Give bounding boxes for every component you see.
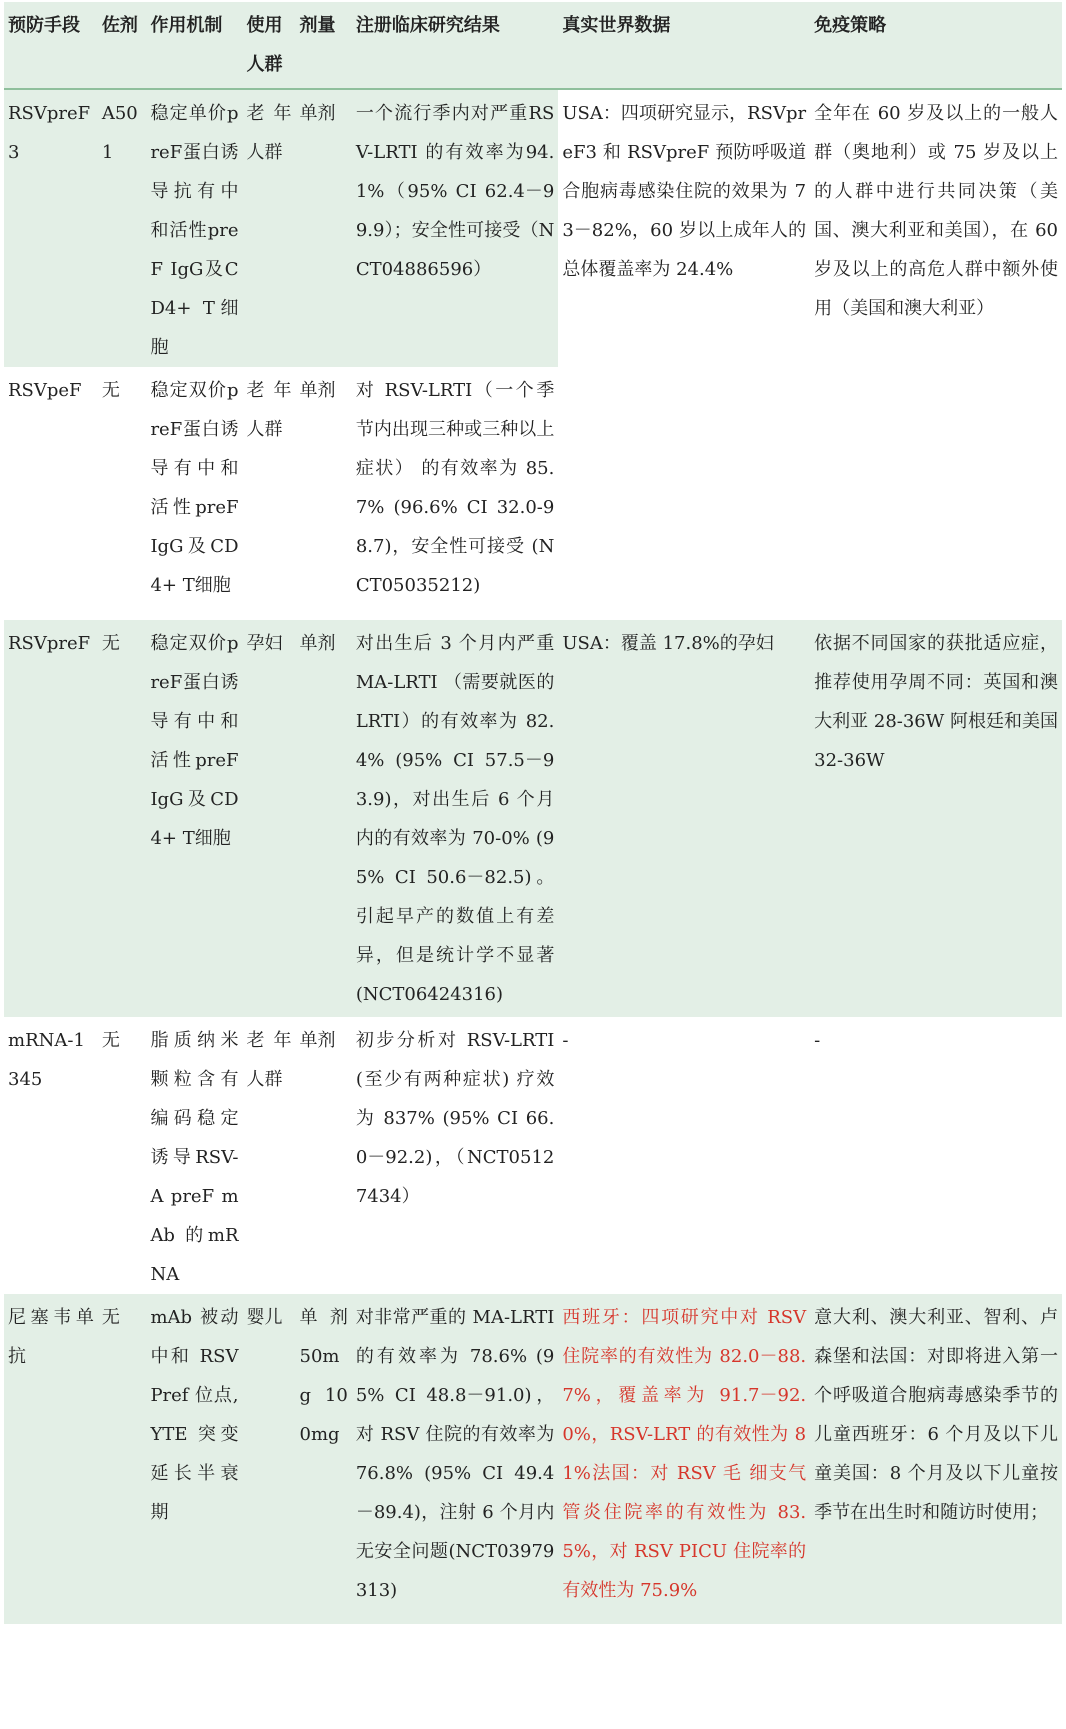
cell-dose: 单剂 50mg 100mg	[296, 1294, 352, 1624]
cell-dose: 单剂	[299, 1030, 336, 1051]
cell-population: 老年人群	[246, 380, 292, 440]
cell-adjuvant: A501	[98, 89, 147, 367]
header-row	[4, 2, 1062, 89]
table-row	[4, 1017, 1062, 1294]
header-realworld: 真实世界数据	[558, 2, 810, 89]
cell-strategy: 依据不同国家的获批适应症，推荐使用孕周不同：英国和澳大利亚 28-36W 阿根廷和美国 32-36W	[810, 620, 1062, 1017]
header-population: 使用人群	[243, 2, 296, 89]
cell-mechanism: 脂质纳米颗粒含有编码稳定诱导RSV-A preF mAb 的mRNA	[150, 1030, 239, 1285]
cell-mechanism: 稳定双价preF蛋白诱导有中和活性preF IgG及CD4+ T细胞	[150, 380, 239, 596]
table-row	[4, 89, 1062, 367]
cell-clinical: 对非常严重的 MA-LRTI 的有效率为 78.6% (95% CI 48.8－91.0)，对 RSV 住院的有效率为 76.8% (95% CI 49.4－89.4)，注射 6 个月内无安全问题(NCT03979313)	[352, 1294, 559, 1624]
header-adjuvant: 佐剂	[98, 2, 147, 89]
cell-mechanism: mAb 被动中和 RSV Pref 位点,YTE 突变延长半衰期	[146, 1294, 242, 1624]
cell-product: 尼塞韦单抗	[4, 1294, 98, 1624]
cell-adjuvant: 无	[101, 1030, 120, 1051]
cell-population: 婴儿	[243, 1294, 296, 1624]
cell-realworld: USA：覆盖 17.8%的孕妇	[558, 620, 810, 1017]
cell-mechanism: 稳定双价preF蛋白诱导有中和活性preF IgG及CD4+ T细胞	[146, 620, 242, 1017]
header-product: 预防手段	[4, 2, 98, 89]
cell-clinical: 一个流行季内对严重RSV-LRTI 的有效率为94.1%（95% CI 62.4－99.9）；安全性可接受（NCT04886596）	[352, 89, 559, 367]
header-clinical: 注册临床研究结果	[352, 2, 559, 89]
header-dose: 剂量	[296, 2, 352, 89]
cell-clinical: 对出生后 3 个月内严重 MA-LRTI （需要就医的LRTI）的有效率为 82.4% (95% CI 57.5－93.9)，对出生后 6 个月内的有效率为 70-0% (95% CI 50.6－82.5)。引起早产的数值上有差异，但是统计学不显著(NCT06424316)	[352, 620, 559, 1017]
cell-adjuvant: 无	[98, 620, 147, 1017]
cell-population: 老年人群	[246, 1030, 292, 1090]
cell-population: 孕妇	[243, 620, 296, 1017]
cell-realworld-highlighted: 西班牙：四项研究中对 RSV 住院率的有效性为 82.0－88.7%，覆盖率为 91.7－92.0%，RSV-LRT 的有效性为 81%法国：对 RSV 毛 细支气管炎住院率的有效性为 83.5%，对 RSV PICU 住院率的有效性为 75.9%	[558, 1294, 810, 1624]
cell-strategy: 意大利、澳大利亚、智利、卢森堡和法国：对即将进入第一个呼吸道合胞病毒感染季节的儿童西班牙：6 个月及以下儿童美国：8 个月及以下儿童按季节在出生时和随访时使用；	[810, 1294, 1062, 1624]
cell-realworld-merged: USA：四项研究显示，RSVpreF3 和 RSVpreF 预防呼吸道合胞病毒感染住院的效果为 73－82%，60 岁以上成年人的总体覆盖率为 24.4%	[558, 89, 810, 620]
table-row	[4, 620, 1062, 1017]
cell-strategy-merged: 全年在 60 岁及以上的一般人群（奥地利）或 75 岁及以上的人群中进行共同决策（美国、澳大利亚和美国），在 60 岁及以上的高危人群中额外使用（美国和澳大利亚）	[810, 89, 1062, 620]
header-strategy: 免疫策略	[810, 2, 1062, 89]
cell-realworld: -	[562, 1030, 569, 1051]
cell-dose: 单剂	[296, 89, 352, 367]
rsv-prevention-table	[4, 2, 1062, 1624]
cell-product: RSVpreF	[4, 620, 98, 1017]
cell-clinical: 初步分析对 RSV-LRTI(至少有两种症状) 疗效为 837% (95% CI 66.0－92.2)，（NCT05127434）	[355, 1030, 555, 1207]
cell-product: RSVpreF3	[4, 89, 98, 367]
cell-adjuvant: 无	[101, 380, 120, 401]
cell-product: mRNA-1345	[8, 1030, 85, 1090]
cell-clinical: 对 RSV-LRTI（一个季节内出现三种或三种以上症状） 的有效率为 85.7% (96.6% CI 32.0-98.7)，安全性可接受 (NCT05035212)	[355, 380, 555, 596]
cell-dose: 单剂	[299, 380, 336, 401]
cell-population: 老年人群	[243, 89, 296, 367]
table-row	[4, 1294, 1062, 1624]
cell-adjuvant: 无	[98, 1294, 147, 1624]
header-mechanism: 作用机制	[146, 2, 242, 89]
cell-product: RSVpeF	[8, 380, 82, 401]
cell-strategy: -	[814, 1030, 821, 1051]
cell-dose: 单剂	[296, 620, 352, 1017]
cell-mechanism: 稳定单价preF蛋白诱导抗有中和活性preF IgG及CD4+ T细胞	[146, 89, 242, 367]
